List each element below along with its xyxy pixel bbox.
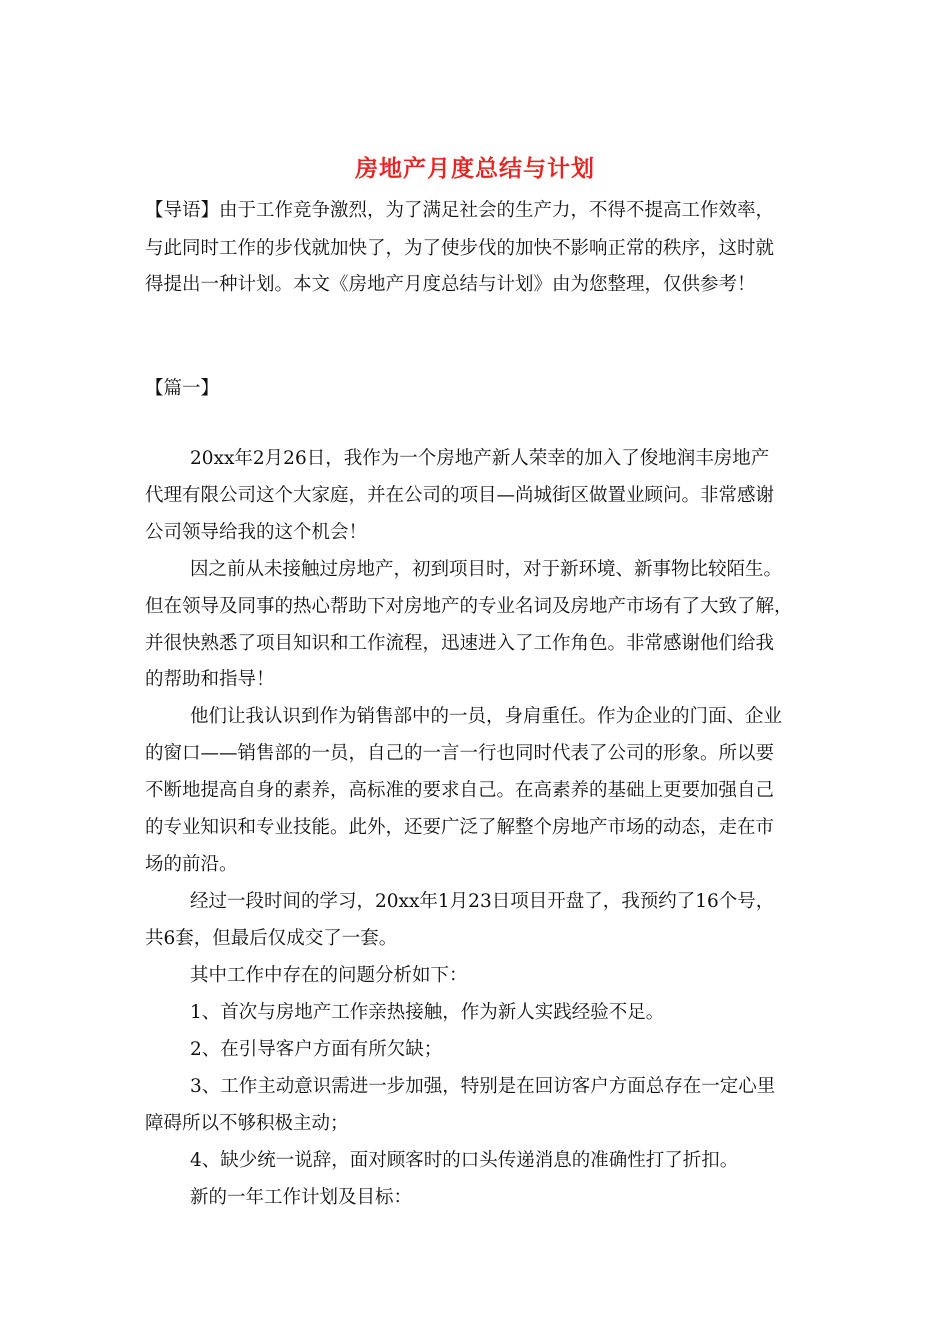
list-item: 4、缺少统一说辞，面对顾客时的口头传递消息的准确性打了折扣。 xyxy=(190,1150,739,1171)
document-title: 房地产月度总结与计划 xyxy=(355,155,595,182)
paragraph-line: 新的一年工作计划及目标： xyxy=(190,1187,413,1208)
paragraph-line: 他们让我认识到作为销售部中的一员，身肩重任。作为企业的门面、企业 xyxy=(190,706,783,727)
list-item: 1、首次与房地产工作亲热接触，作为新人实践经验不足。 xyxy=(190,1002,665,1023)
paragraph-line: 代理有限公司这个大家庭，并在公司的项目—尚城街区做置业顾问。非常感谢 xyxy=(145,485,775,506)
paragraph-line: 的帮助和指导！ xyxy=(145,669,275,690)
intro-line: 【导语】由于工作竞争激烈，为了满足社会的生产力，不得不提高工作效率， xyxy=(145,200,775,221)
paragraph-line: 经过一段时间的学习，20xx年1月23日项目开盘了，我预约了16个号， xyxy=(190,891,775,912)
paragraph-line: 20xx年2月26日，我作为一个房地产新人荣幸的加入了俊地润丰房地产 xyxy=(190,448,770,469)
paragraph-line: 其中工作中存在的问题分析如下： xyxy=(190,965,468,986)
list-item: 障碍所以不够积极主动； xyxy=(145,1113,349,1134)
paragraph-line: 场的前沿。 xyxy=(145,854,238,875)
intro-line: 与此同时工作的步伐就加快了，为了使步伐的加快不影响正常的秩序，这时就 xyxy=(145,238,775,259)
paragraph-line: 因之前从未接触过房地产，初到项目时，对于新环境、新事物比较陌生。 xyxy=(190,559,783,580)
paragraph-line: 的专业知识和专业技能。此外，还要广泛了解整个房地产市场的动态，走在市 xyxy=(145,817,775,838)
paragraph-line: 公司领导给我的这个机会！ xyxy=(145,522,368,543)
paragraph-line: 但在领导及同事的热心帮助下对房地产的专业名词及房地产市场有了大致了解， xyxy=(145,596,793,617)
paragraph-line: 不断地提高自身的素养，高标准的要求自己。在高素养的基础上更要加强自己 xyxy=(145,780,775,801)
section-heading: 【篇一】 xyxy=(145,378,220,399)
list-item: 2、在引导客户方面有所欠缺； xyxy=(190,1039,443,1060)
paragraph-line: 的窗口——销售部的一员，自己的一言一行也同时代表了公司的形象。所以要 xyxy=(145,743,775,764)
paragraph-line: 并很快熟悉了项目知识和工作流程，迅速进入了工作角色。非常感谢他们给我 xyxy=(145,633,775,654)
list-item: 3、工作主动意识需进一步加强，特别是在回访客户方面总存在一定心里 xyxy=(190,1076,776,1097)
paragraph-line: 共6套，但最后仅成交了一套。 xyxy=(145,928,398,949)
intro-line: 得提出一种计划。本文《房地产月度总结与计划》由为您整理，仅供参考！ xyxy=(145,274,756,295)
